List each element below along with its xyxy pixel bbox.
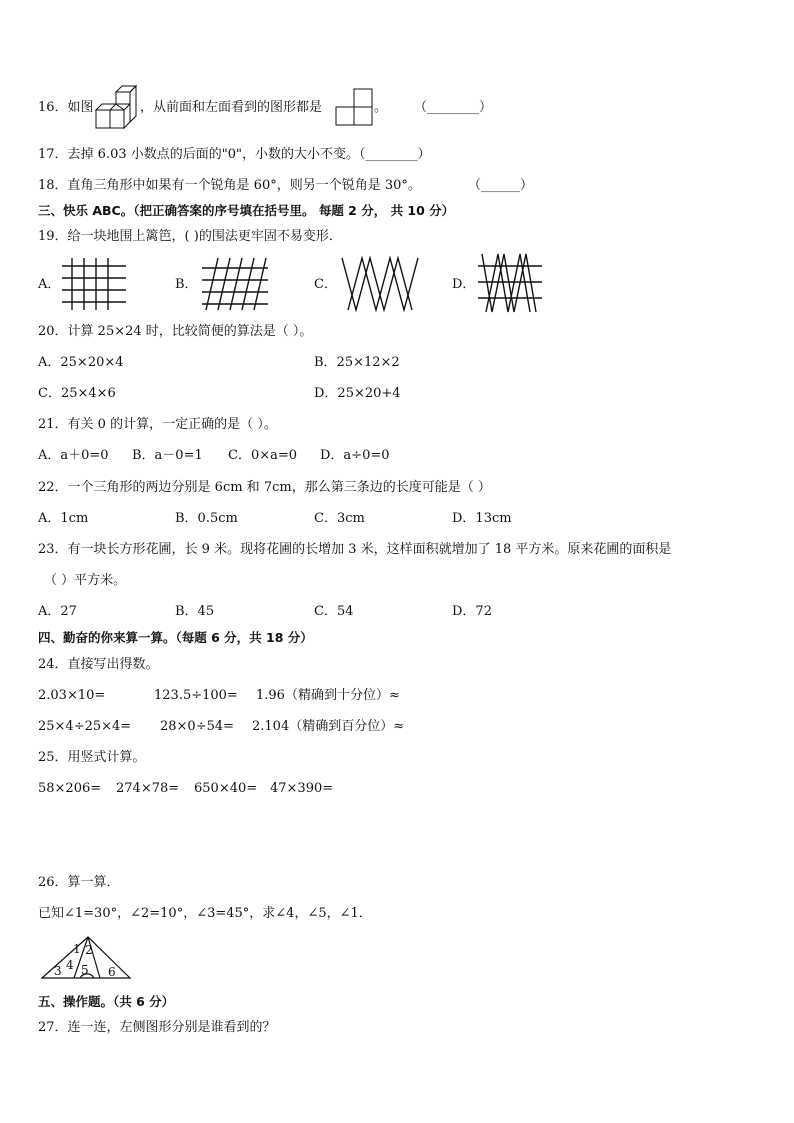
- q16-stem-end: 。: [374, 100, 388, 115]
- q20-option-d[interactable]: D．25×20+4: [314, 386, 401, 401]
- angle-label-5: 5: [81, 963, 89, 977]
- angle-label-6: 6: [108, 965, 116, 979]
- q18-stem: 18．直角三角形中如果有一个锐角是 60°，则另一个锐角是 30°。: [38, 178, 421, 193]
- q25-item: 47×390=: [270, 781, 334, 796]
- q23-stem-line2: （ ）平方米。: [44, 573, 127, 588]
- q26-stem: 26．算一算．: [38, 875, 120, 890]
- q16-stem-start: 16．如图: [38, 100, 94, 115]
- q22-option-a[interactable]: A．1cm: [38, 511, 89, 526]
- q19-option-c-label[interactable]: C．: [314, 277, 337, 292]
- q23-option-c[interactable]: C．54: [314, 604, 354, 619]
- cube-stack-figure: [94, 84, 140, 130]
- q20-stem: 20．计算 25×24 时，比较简便的算法是（ ）。: [38, 324, 313, 339]
- q18-answer-blank[interactable]: （______）: [468, 178, 534, 193]
- q16-answer-blank[interactable]: （________）: [414, 100, 493, 115]
- q19-option-d-label[interactable]: D．: [452, 277, 476, 292]
- q25-item: 58×206=: [38, 781, 102, 796]
- q22-option-d[interactable]: D．13cm: [452, 511, 512, 526]
- q19-option-a-label[interactable]: A．: [38, 277, 61, 292]
- q24-item: 123.5÷100=: [154, 688, 238, 703]
- q24-stem: 24．直接写出得数。: [38, 657, 159, 672]
- fence-grid-square-figure: [60, 256, 128, 312]
- fence-zigzag-figure: [338, 256, 422, 312]
- view-shape-figure: [334, 87, 376, 127]
- q24-item: 28×0÷54=: [160, 719, 235, 734]
- q22-option-b[interactable]: B．0.5cm: [175, 511, 238, 526]
- q22-stem: 22．一个三角形的两边分别是 6cm 和 7cm，那么第三条边的长度可能是（ ）: [38, 480, 491, 495]
- section5-heading: 五、操作题。（共 6 分）: [38, 994, 175, 1009]
- q17-stem: 17．去掉 6.03 小数点的后面的"0"，小数的大小不变。（________）: [38, 147, 431, 162]
- section4-heading: 四、勤奋的你来算一算。（每题 6 分，共 18 分）: [38, 630, 313, 645]
- q21-option-a[interactable]: A．a＋0=0: [38, 448, 109, 463]
- q21-option-b[interactable]: B．a－0=1: [132, 448, 203, 463]
- q25-stem: 25．用竖式计算。: [38, 750, 146, 765]
- q25-item: 650×40=: [194, 781, 258, 796]
- angle-label-3: 3: [54, 964, 62, 978]
- angle-label-2: 2: [85, 943, 93, 957]
- triangle-angles-figure: [40, 935, 132, 981]
- fence-zigzag-grid-figure: [476, 252, 544, 314]
- q23-stem-line1: 23．有一块长方形花圃，长 9 米。现将花圃的长增加 3 米，这样面积就增加了 18 平方米。原来花圃的面积是: [38, 542, 672, 557]
- q23-option-a[interactable]: A．27: [38, 604, 77, 619]
- angle-label-1: 1: [73, 942, 81, 956]
- q19-stem: 19．给一块地围上篱笆，( )的围法更牢固不易变形．: [38, 229, 342, 244]
- q21-option-d[interactable]: D．a÷0=0: [320, 448, 390, 463]
- q22-option-c[interactable]: C．3cm: [314, 511, 365, 526]
- angle-label-4: 4: [66, 958, 74, 972]
- q19-option-b-label[interactable]: B．: [175, 277, 198, 292]
- q23-option-b[interactable]: B．45: [175, 604, 215, 619]
- q16-stem-middle: ，从前面和左面看到的图形都是: [140, 100, 323, 115]
- q27-stem: 27．连一连，左侧图形分别是谁看到的？: [38, 1020, 276, 1035]
- fence-grid-slanted-figure: [198, 256, 270, 312]
- q24-item: 2.03×10=: [38, 688, 106, 703]
- q21-option-c[interactable]: C．0×a=0: [228, 448, 298, 463]
- q24-item: 25×4÷25×4=: [38, 719, 132, 734]
- q21-stem: 21．有关 0 的计算，一定正确的是（ ）。: [38, 417, 277, 432]
- q23-option-d[interactable]: D．72: [452, 604, 492, 619]
- q26-given-text: 已知∠1=30°，∠2=10°，∠3=45°，求∠4，∠5，∠1．: [38, 906, 372, 921]
- q25-item: 274×78=: [116, 781, 180, 796]
- section3-heading: 三、快乐 ABC。（把正确答案的序号填在括号里。 每题 2 分， 共 10 分）: [38, 203, 455, 218]
- q20-option-c[interactable]: C．25×4×6: [38, 386, 116, 401]
- q20-option-b[interactable]: B．25×12×2: [314, 355, 400, 370]
- q24-item: 1.96（精确到十分位）≈: [256, 688, 400, 703]
- q24-item: 2.104（精确到百分位）≈: [252, 719, 405, 734]
- q20-option-a[interactable]: A．25×20×4: [38, 355, 124, 370]
